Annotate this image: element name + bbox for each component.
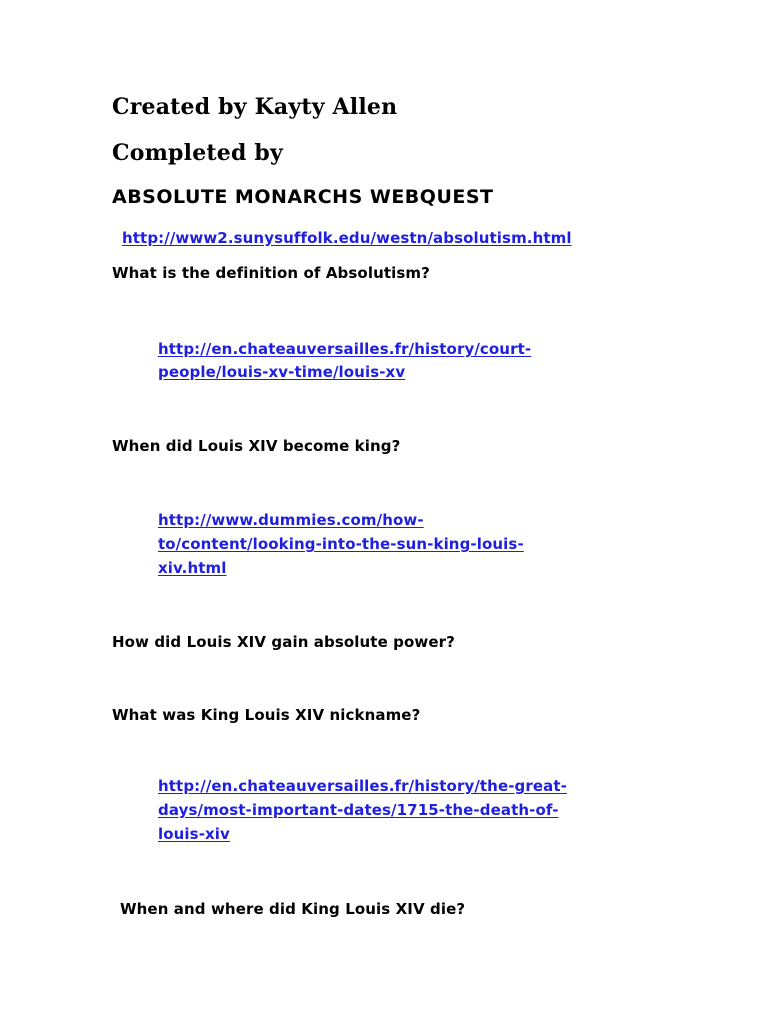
question-absolute-power: How did Louis XIV gain absolute power? (112, 633, 455, 651)
completed-by-line: Completed by (112, 140, 283, 166)
versailles-death-link-line-2[interactable]: days/most-important-dates/1715-the-death-of- (158, 801, 559, 819)
created-by-line: Created by Kayty Allen (112, 94, 398, 120)
dummies-link-line-1[interactable]: http://www.dummies.com/how- (158, 511, 424, 529)
question-definition-absolutism: What is the definition of Absolutism? (112, 264, 430, 282)
question-become-king: When did Louis XIV become king? (112, 437, 401, 455)
question-nickname: What was King Louis XIV nickname? (112, 706, 421, 724)
dummies-link-line-3[interactable]: xiv.html (158, 559, 227, 577)
question-death: When and where did King Louis XIV die? (120, 900, 466, 918)
absolutism-link[interactable]: http://www2.sunysuffolk.edu/westn/absolutism.html (122, 229, 572, 247)
versailles-death-link-line-1[interactable]: http://en.chateauversailles.fr/history/the-great- (158, 777, 567, 795)
versailles-louis-xv-link-line-1[interactable]: http://en.chateauversailles.fr/history/court- (158, 340, 532, 358)
webquest-heading: ABSOLUTE MONARCHS WEBQUEST (112, 186, 494, 208)
versailles-louis-xv-link-line-2[interactable]: people/louis-xv-time/louis-xv (158, 363, 406, 381)
dummies-link-line-2[interactable]: to/content/looking-into-the-sun-king-louis- (158, 535, 524, 553)
versailles-death-link-line-3[interactable]: louis-xiv (158, 825, 230, 843)
